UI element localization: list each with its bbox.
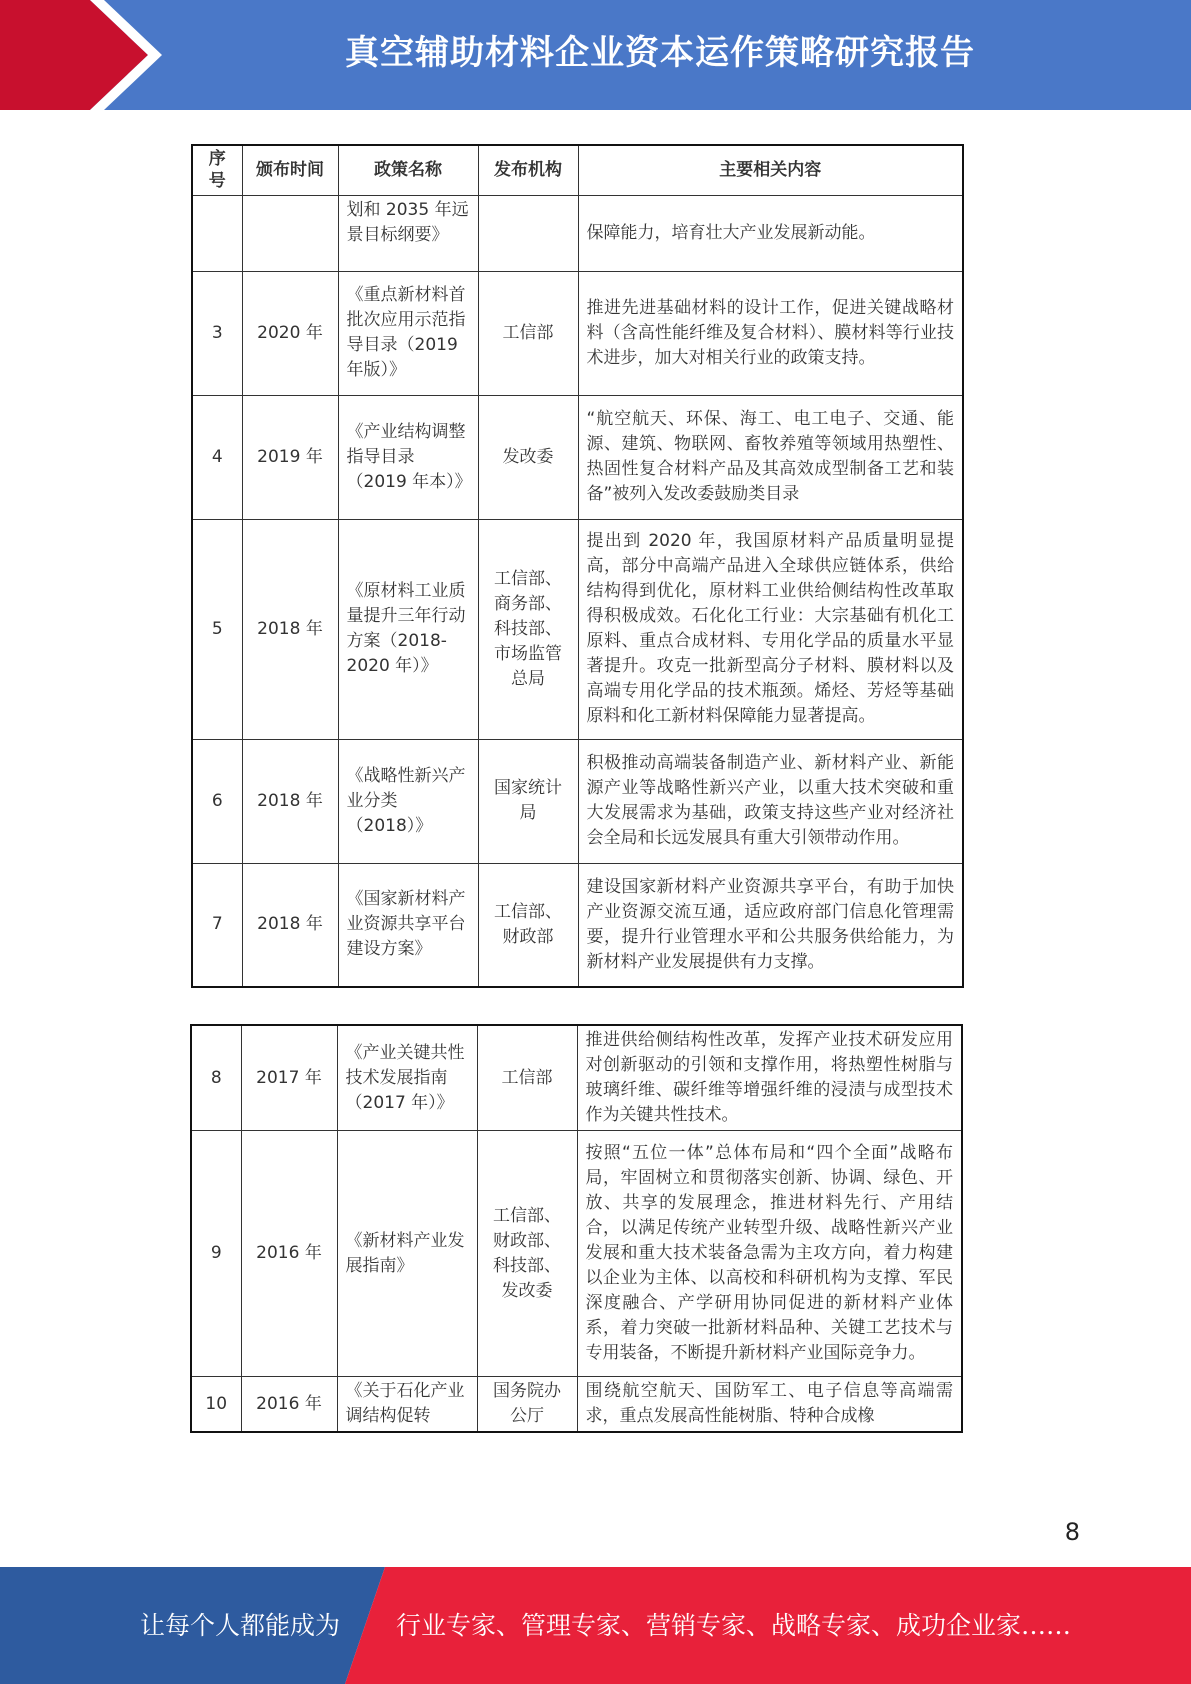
row-no: 9 bbox=[191, 1131, 241, 1377]
row-org: 工信部、财政部、科技部、发改委 bbox=[477, 1131, 577, 1377]
row-date bbox=[242, 195, 338, 271]
row-date: 2017 年 bbox=[241, 1025, 337, 1131]
row-name: 《新材料产业发展指南》 bbox=[337, 1131, 477, 1377]
table-row bbox=[192, 739, 963, 863]
row-no: 3 bbox=[192, 271, 242, 395]
row-name: 《产业关键共性技术发展指南（2017 年）》 bbox=[337, 1025, 477, 1131]
row-content: 围绕航空航天、国防军工、电子信息等高端需求，重点发展高性能树脂、特种合成橡 bbox=[577, 1377, 962, 1433]
row-name: 《关于石化产业调结构促转 bbox=[337, 1377, 477, 1433]
header-name: 政策名称 bbox=[338, 145, 478, 195]
row-date: 2018 年 bbox=[242, 739, 338, 863]
row-org: 工信部、商务部、科技部、市场监管总局 bbox=[478, 519, 578, 739]
row-content: 建设国家新材料产业资源共享平台，有助于加快产业资源交流互通，适应政府部门信息化管理需要，提升行业管理水平和公共服务供给能力，为新材料产业发展提供有力支撑。 bbox=[578, 863, 963, 987]
row-name: 《战略性新兴产业分类（2018）》 bbox=[338, 739, 478, 863]
row-date: 2020 年 bbox=[242, 271, 338, 395]
row-name: 《产业结构调整指导目录（2019 年本）》 bbox=[338, 395, 478, 519]
row-no: 8 bbox=[191, 1025, 241, 1131]
row-no: 5 bbox=[192, 519, 242, 739]
row-org bbox=[478, 195, 578, 271]
row-content: “航空航天、环保、海工、电工电子、交通、能源、建筑、物联网、畜牧养殖等领域用热塑性、热固性复合材料产品及其高效成型制备工艺和装备”被列入发改委鼓励类目录 bbox=[578, 395, 963, 519]
row-content: 提出到 2020 年，我国原材料产品质量明显提高，部分中高端产品进入全球供应链体系，供给结构得到优化，原材料工业供给侧结构性改革取得积极成效。石化化工行业：大宗基础有机化工原料、重点合成材料、专用化学品的质量水平显著提升。攻克一批新型高分子材料、膜材料以及高端专用化学品的技术瓶颈。烯烃、芳烃等基础原料和化工新材料保障能力显著提高。 bbox=[578, 519, 963, 739]
row-date: 2016 年 bbox=[241, 1131, 337, 1377]
header-content: 主要相关内容 bbox=[578, 145, 963, 195]
report-title: 真空辅助材料企业资本运作策略研究报告 bbox=[345, 33, 975, 73]
row-org: 国务院办公厅 bbox=[477, 1377, 577, 1433]
row-org: 发改委 bbox=[478, 395, 578, 519]
header-date: 颁布时间 bbox=[242, 145, 338, 195]
table-row bbox=[191, 1377, 962, 1433]
table-row bbox=[192, 863, 963, 987]
policy-table-2 bbox=[190, 1024, 963, 1433]
page-number: 8 bbox=[1064, 1518, 1080, 1546]
row-name: 划和 2035 年远景目标纲要》 bbox=[338, 195, 478, 271]
row-org: 工信部、财政部 bbox=[478, 863, 578, 987]
page-header bbox=[0, 0, 1191, 110]
header-org: 发布机构 bbox=[478, 145, 578, 195]
row-date: 2018 年 bbox=[242, 519, 338, 739]
table-row bbox=[192, 195, 963, 271]
table-row bbox=[192, 271, 963, 395]
row-date: 2016 年 bbox=[241, 1377, 337, 1433]
table-row bbox=[192, 395, 963, 519]
row-content: 推进供给侧结构性改革，发挥产业技术研发应用对创新驱动的引领和支撑作用，将热塑性树脂与玻璃纤维、碳纤维等增强纤维的浸渍与成型技术作为关键共性技术。 bbox=[577, 1025, 962, 1131]
row-org: 工信部 bbox=[478, 271, 578, 395]
footer-slogan-right: 行业专家、管理专家、营销专家、战略专家、成功企业家…… bbox=[396, 1611, 1072, 1640]
row-name: 《重点新材料首批次应用示范指导目录（2019 年版）》 bbox=[338, 271, 478, 395]
row-name: 《国家新材料产业资源共享平台建设方案》 bbox=[338, 863, 478, 987]
footer-slogan-left: 让每个人都能成为 bbox=[140, 1611, 341, 1640]
row-content: 推进先进基础材料的设计工作，促进关键战略材料（含高性能纤维及复合材料）、膜材料等行业技术进步，加大对相关行业的政策支持。 bbox=[578, 271, 963, 395]
page-footer bbox=[0, 1567, 1191, 1684]
row-no: 10 bbox=[191, 1377, 241, 1433]
row-content: 积极推动高端装备制造产业、新材料产业、新能源产业等战略性新兴产业，以重大技术突破和重大发展需求为基础，政策支持这些产业对经济社会全局和长远发展具有重大引领带动作用。 bbox=[578, 739, 963, 863]
row-org: 工信部 bbox=[477, 1025, 577, 1131]
table-row bbox=[191, 1131, 962, 1377]
row-date: 2019 年 bbox=[242, 395, 338, 519]
row-date: 2018 年 bbox=[242, 863, 338, 987]
row-content: 按照“五位一体”总体布局和“四个全面”战略布局，牢固树立和贯彻落实创新、协调、绿色、开放、共享的发展理念，推进材料先行、产用结合，以满足传统产业转型升级、战略性新兴产业发展和重大技术装备急需为主攻方向，着力构建以企业为主体、以高校和科研机构为支撑、军民深度融合、产学研用协同促进的新材料产业体系，着力突破一批新材料品种、关键工艺技术与专用装备，不断提升新材料产业国际竞争力。 bbox=[577, 1131, 962, 1377]
row-name: 《原材料工业质量提升三年行动方案（2018-2020 年）》 bbox=[338, 519, 478, 739]
row-no: 4 bbox=[192, 395, 242, 519]
row-no: 6 bbox=[192, 739, 242, 863]
row-org: 国家统计局 bbox=[478, 739, 578, 863]
row-content: 保障能力，培育壮大产业发展新动能。 bbox=[578, 195, 963, 271]
table-row bbox=[192, 519, 963, 739]
table-row bbox=[191, 1025, 962, 1131]
row-no bbox=[192, 195, 242, 271]
table-header-row bbox=[192, 145, 963, 195]
header-no: 序号 bbox=[192, 145, 242, 195]
policy-table-1 bbox=[191, 144, 964, 988]
row-no: 7 bbox=[192, 863, 242, 987]
